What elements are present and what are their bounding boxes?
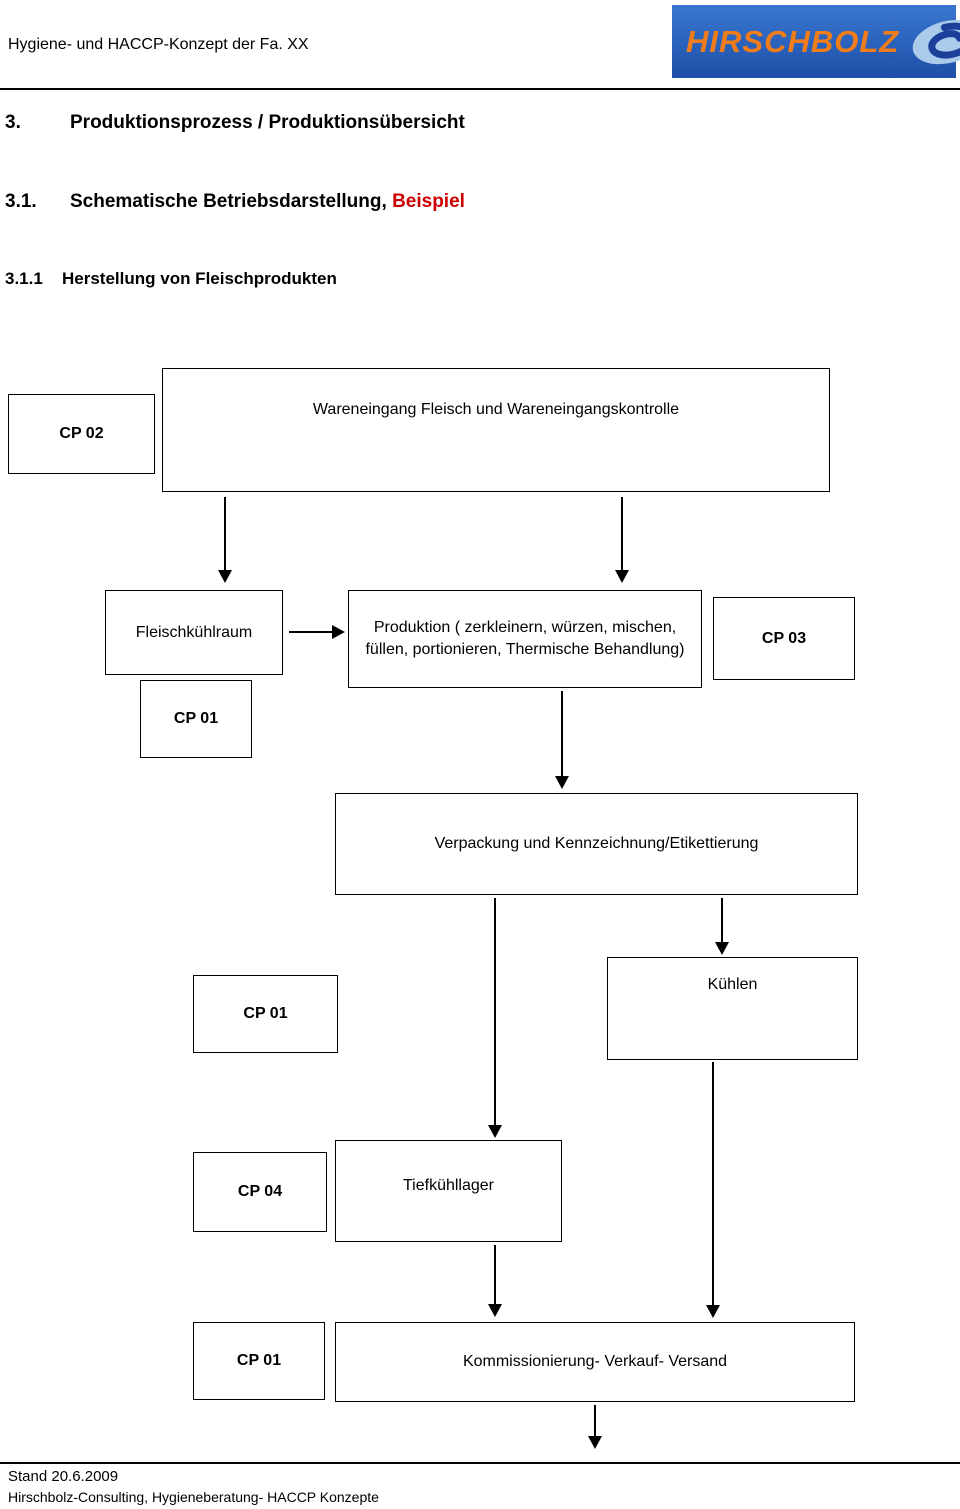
footer-date: Stand 20.6.2009 [8,1468,119,1485]
arrow-kommissionierung-out [594,1405,596,1437]
node-tiefkuehllager: Tiefkühllager [335,1140,562,1242]
heading-number: 3.1. [5,191,37,212]
node-cp01-fleischkuehlraum: CP 01 [140,680,252,758]
node-kuehlen: Kühlen [607,957,858,1060]
node-cp01-kuehlen: CP 01 [193,975,338,1053]
arrow-fleischkuehlraum-to-produktion [289,631,333,633]
heading-number: 3.1.1 [5,269,43,288]
arrow-produktion-to-verpackung [561,691,563,777]
node-fleischkuehlraum: Fleischkühlraum [105,590,283,675]
document-header-title: Hygiene- und HACCP-Konzept der Fa. XX [8,36,309,53]
arrow-wareneingang-to-produktion [621,497,623,571]
heading-text [70,191,465,213]
node-kommissionierung: Kommissionierung- Verkauf- Versand [335,1322,855,1402]
node-wareneingang: Wareneingang Fleisch und Wareneingangskontrolle [162,368,830,492]
arrow-tiefkuehllager-to-kommissionierung [494,1245,496,1305]
company-logo [672,5,956,78]
heading-section-3-1-1 [5,269,337,289]
logo-swirl-icon [909,16,960,68]
heading-section-3-1 [5,191,465,213]
node-cp04: CP 04 [193,1152,327,1232]
heading-text-highlight: Beispiel [392,191,465,212]
heading-number: 3. [5,112,21,133]
footer-company: Hirschbolz-Consulting, Hygieneberatung- HACCP Konzepte [8,1489,379,1505]
arrow-verpackung-to-tiefkuehllager [494,898,496,1126]
heading-text-main: Schematische Betriebsdarstellung, [70,191,387,212]
node-cp02: CP 02 [8,394,155,474]
node-verpackung: Verpackung und Kennzeichnung/Etikettierung [335,793,858,895]
node-cp01-kommissionierung: CP 01 [193,1322,325,1400]
arrow-verpackung-to-kuehlen [721,898,723,943]
header-rule [0,88,960,90]
logo-wordmark: HIRSCHBOLZ [686,23,900,59]
arrow-kuehlen-to-kommissionierung [712,1062,714,1306]
footer-rule [0,1462,960,1464]
heading-text: Herstellung von Fleischprodukten [62,269,337,288]
heading-text: Produktionsprozess / Produktionsübersicht [70,112,465,133]
heading-section-3 [5,112,465,134]
node-produktion: Produktion ( zerkleinern, würzen, mischen, füllen, portionieren, Thermische Behandlung) [348,590,702,688]
node-cp03: CP 03 [713,597,855,680]
arrow-wareneingang-to-fleischkuehlraum [224,497,226,571]
